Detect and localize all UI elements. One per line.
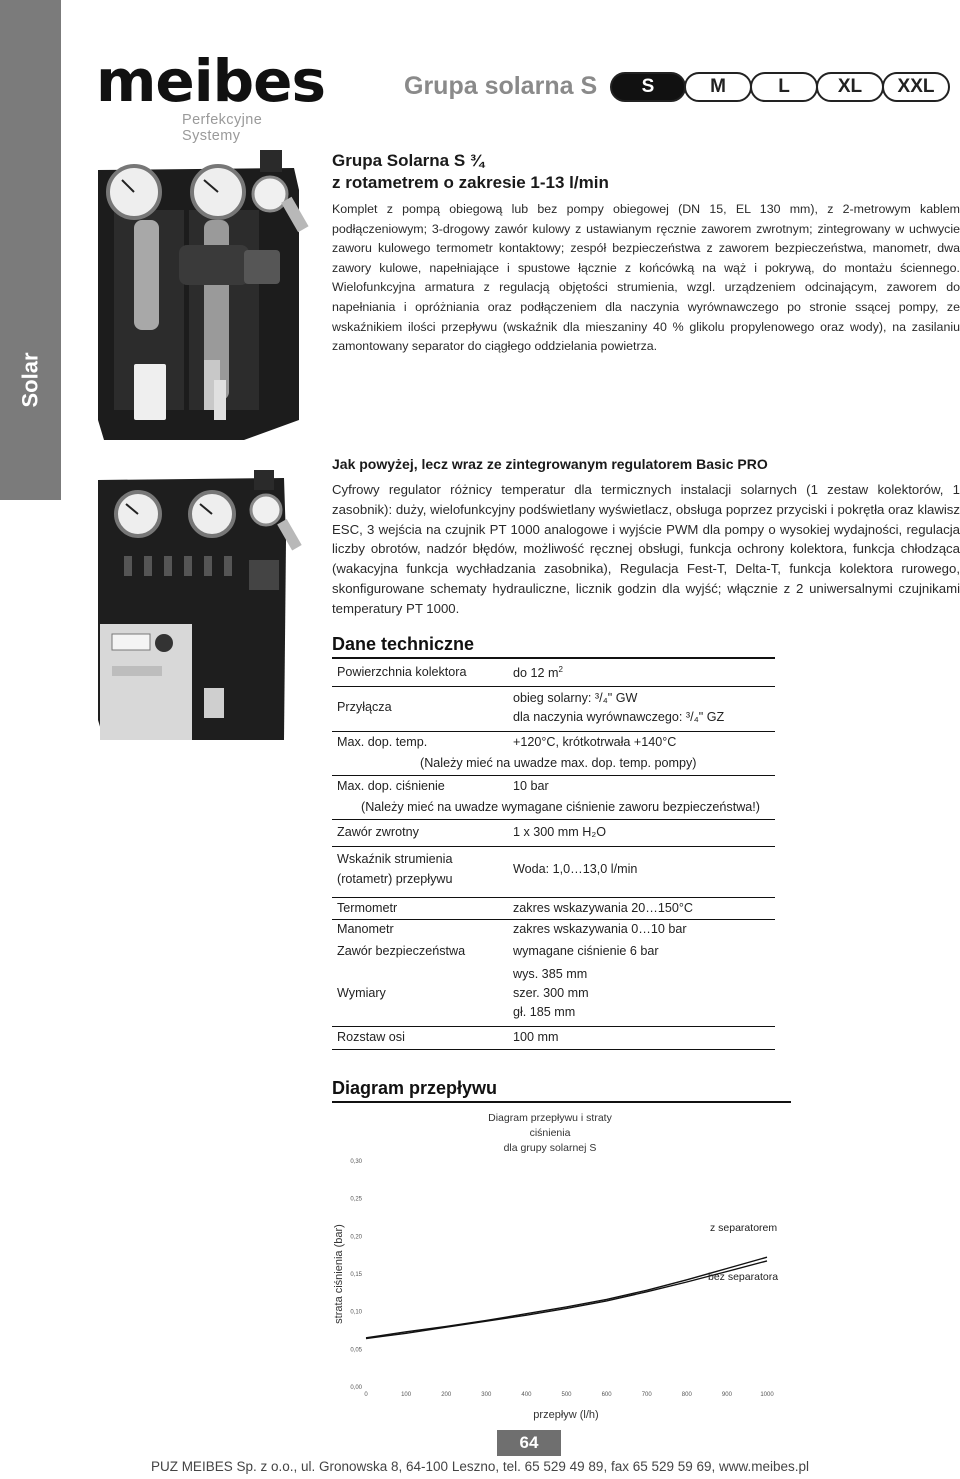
size-pill-m: M [684,72,752,102]
tech-value: obieg solarny: ³/₄" GW [513,691,638,705]
solar-group-image [94,150,324,442]
tech-label: Zawór zwrotny [337,825,419,839]
y-tick-label: 0,00 [350,1385,362,1391]
x-tick-label: 600 [601,1392,612,1398]
tech-note: (Należy mieć na uwadze max. dop. temp. pompy) [420,756,697,770]
tech-value: zakres wskazywania 0…10 bar [513,922,687,936]
series-label-z-separatorem: z separatorem [710,1222,778,1234]
series-line-bez-separatora [366,1261,767,1339]
chart-series [366,1257,767,1338]
tech-value: 100 mm [513,1030,559,1044]
x-tick-label: 200 [441,1392,452,1398]
variant-description: Cyfrowy regulator różnicy temperatur dla termicznych instalacji solarnych (1 zestaw kolektorów, 1 zasobnik): duży, wielofunkcyjny podświetlany wyświetlacz, obsługa poprzez przyciski i pokrętła oraz klawisz ESC, 3 wejścia na czujnik PT 1000 analogowe i wyjście PWM dla pompy o wysokiej wydajności, regulacja liczby obrotów, nadzór błędów, możliwość ręcznej obsługi, funkcja ochrony kolektora, funkcja chłodząca (wakacyjna funkcja wychładzania zasobnika), Regulacja Fest-T, Delta-T, funkcja kolektora rurowego, skonfigurowane schematy hydrauliczne, licznik godzin dla wyjść; włącznie z 2 uniwersalnymi czujnikami temperatury PT 1000. [332,482,960,616]
tech-row-max-temp [332,731,775,776]
tech-label: (rotametr) przepływu [337,872,453,886]
tech-value: szer. 300 mm [513,986,589,1000]
tech-row-flow-indicator [332,846,775,898]
tech-note: (Należy mieć na uwadze wymagane ciśnienie zaworu bezpieczeństwa!) [361,800,760,814]
series-line-z-separatorem [366,1257,767,1338]
tech-label: Zawór bezpieczeństwa [337,944,466,958]
tech-label: Przyłącza [337,700,392,714]
x-tick-label: 1000 [760,1392,774,1398]
tech-label: Max. dop. ciśnienie [337,779,445,793]
page-number: 64 [497,1430,561,1456]
tech-row-manometer [332,919,775,941]
tech-row-safety-valve [332,941,775,964]
size-pill-xxl: XXL [882,72,950,102]
tech-value: gł. 185 mm [513,1005,576,1019]
sidebar-band [0,0,61,500]
x-tick-label: 100 [401,1392,412,1398]
tech-row-thermometer [332,897,775,920]
diagram-heading: Diagram przepływu [332,1078,791,1103]
x-tick-label: 500 [561,1392,572,1398]
tech-value: +120°C, krótkotrwała +140°C [513,735,677,749]
tech-row-max-pressure [332,775,775,820]
footer-contact: PUZ MEIBES Sp. z o.o., ul. Gronowska 8, 64-100 Leszno, tel. 65 529 49 89, fax 65 529 59 69, www.meibes.pl [150,1459,810,1474]
tech-label: Rozstaw osi [337,1030,405,1044]
sidebar-label: Solar [17,352,43,408]
tech-row-dimensions [332,964,775,1027]
tech-label: Manometr [337,922,394,936]
product-title-line1: Grupa Solarna S ¾ [332,151,485,170]
series-label-bez-separatora: bez separatora [708,1271,779,1283]
tech-value: wymagane ciśnienie 6 bar [513,944,659,958]
tech-value: wys. 385 mm [513,967,588,981]
y-axis-label: strata ciśnienia (bar) [333,1224,345,1324]
tech-row-connections [332,686,775,732]
flow-chart [320,1150,800,1430]
product-title [332,150,932,194]
x-tick-label: 300 [481,1392,492,1398]
y-tick-label: 0,10 [350,1309,362,1316]
tech-label: Wymiary [337,986,386,1000]
tech-label: Termometr [337,901,398,915]
tech-row-area [332,659,775,687]
tech-label: Wskaźnik strumienia [337,852,453,866]
variant-title: Jak powyżej, lecz wraz ze zintegrowanym regulatorem Basic PRO [332,456,768,472]
y-tick-label: 0,05 [350,1347,362,1354]
y-tick-label: 0,15 [350,1272,362,1278]
brand-tagline: Perfekcyjne Systemy [182,112,263,144]
size-pill-l: L [750,72,818,102]
x-tick-label: 900 [721,1392,732,1398]
tech-value: Woda: 1,0…13,0 l/min [513,862,638,876]
y-axis-ticks [350,1159,362,1391]
tech-value: zakres wskazywania 20…150°C [513,901,694,915]
solar-group-controller-image [94,470,304,742]
size-selector [610,72,948,102]
chart-caption-line2: dla grupy solarnej S [503,1142,597,1154]
tech-data-heading: Dane techniczne [332,634,775,659]
product-description: Komplet z pompą obiegową lub bez pompy obiegowej (DN 15, EL 130 mm), z 2-metrowym kablem podłączeniowym; 3-drogowy zawór kulowy z ustawianym ręcznie zaworem zwrotnym; zintegrowany w uchwycie zaworu kulowego termometr kontaktowy; zespół bezpieczeństwa z zaworem bezpieczeństwa, manometr, dwa zawory kulowe, napełniające i spustowe łącznie z końcówką na wąż i pokrywą, do montażu ściennego. Wielofunkcyjna armatura z regulacją objętości strumienia, wzgl. urządzeniem odcinającym, zaworem do napełniania i opróżniania oraz podłączeniem dla naczynia wyrównawczego po stronie ssącej pompy, ze wskaźnikiem ilości przepływu (wskaźnik dla mieszaniny 40 % glikolu propylenowego oraz wody), na zasilaniu zamontowany separator do ciągłego oddzielania powietrza. [332,202,960,354]
brand-logo [96,47,326,144]
x-tick-label: 0 [364,1392,368,1398]
tech-row-axis-spacing [332,1026,775,1050]
tech-value: dla naczynia wyrównawczego: ³/₄" GZ [513,710,725,724]
page-title: Grupa solarna S [404,72,598,100]
tech-label: Powierzchnia kolektora [337,665,467,679]
tech-value: do 12 $m^2$ [513,665,563,681]
chart-caption-line1: Diagram przepływu i straty ciśnienia [488,1112,612,1139]
product-title-line2: z rotametrem o zakresie 1-13 l/min [332,173,609,192]
tech-value: 1 x 300 mm H₂O [513,825,607,839]
tech-label: Max. dop. temp. [337,735,428,749]
y-tick-label: 0,25 [350,1196,362,1203]
y-tick-label: 0,20 [350,1234,362,1241]
x-axis-label: przepływ (l/h) [533,1409,599,1421]
x-axis-ticks [364,1392,774,1398]
x-tick-label: 800 [681,1392,692,1398]
x-tick-label: 700 [641,1392,652,1398]
size-pill-s: S [610,72,686,102]
logo-wordmark: meibes [96,47,326,115]
tech-row-check-valve [332,819,775,847]
y-tick-label: 0,30 [350,1159,362,1165]
size-pill-xl: XL [816,72,884,102]
tech-value: 10 bar [513,779,549,793]
x-tick-label: 400 [521,1392,532,1398]
